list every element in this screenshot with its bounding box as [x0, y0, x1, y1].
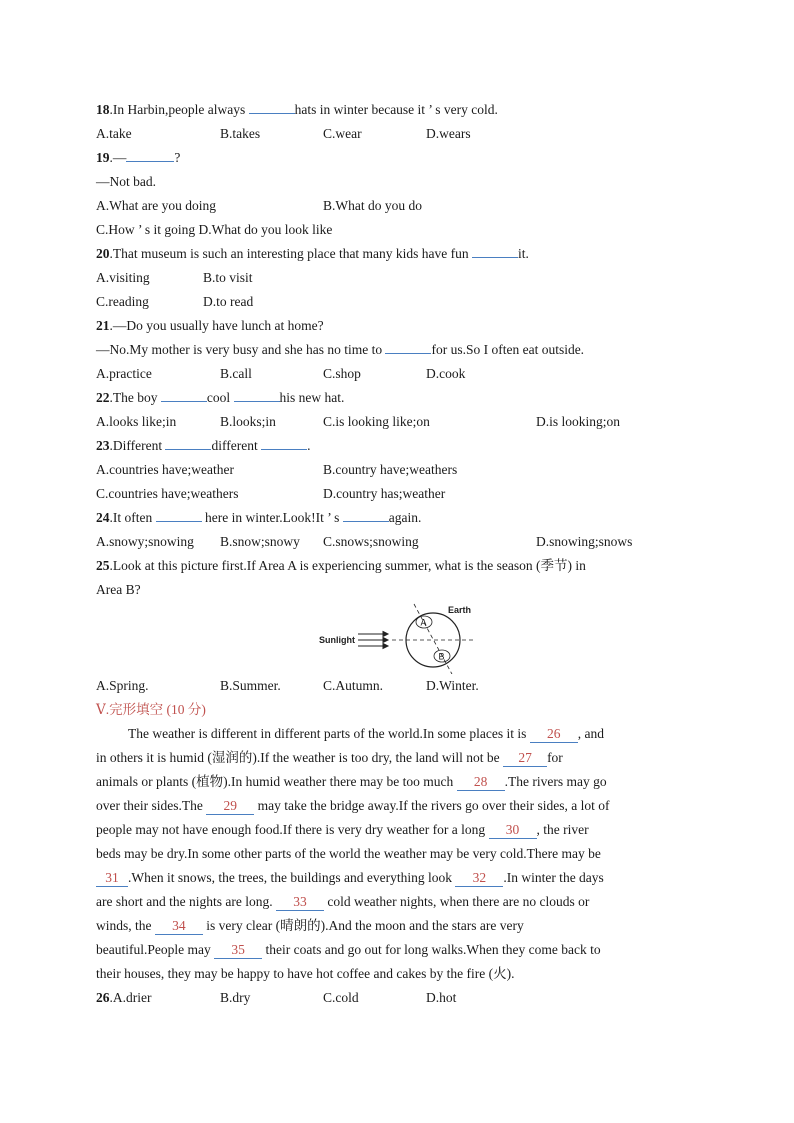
option-d[interactable]: D.to read: [203, 294, 254, 309]
passage-text: for: [547, 750, 563, 765]
option-a[interactable]: A.countries have;weather: [96, 462, 234, 477]
options-19-cd[interactable]: C.How ’ s it going D.What do you look like: [96, 222, 333, 237]
question-stem: cool: [206, 390, 234, 405]
question-stem: .—: [109, 150, 127, 165]
option-d[interactable]: D.snowing;snows: [536, 534, 633, 549]
cloze-blank-34[interactable]: 34: [155, 918, 203, 935]
cloze-blank-28[interactable]: 28: [457, 774, 505, 791]
option-c[interactable]: C.shop: [323, 366, 361, 381]
passage-text: .The rivers may go: [504, 774, 607, 789]
option-d[interactable]: D.country has;weather: [323, 486, 446, 501]
passage-text: people may not have enough food.If there is very dry weather for a long: [96, 822, 489, 837]
passage-text: , the river: [536, 822, 589, 837]
option-c[interactable]: C.Autumn.: [323, 678, 384, 693]
options-22: [96, 410, 696, 434]
question-number: 22: [96, 390, 110, 405]
passage-text: may take the bridge away.If the rivers go over their sides, a lot of: [254, 798, 610, 813]
option-c[interactable]: C.countries have;weathers: [96, 486, 239, 501]
question-stem: ?: [174, 150, 181, 165]
option-b[interactable]: B.takes: [220, 126, 261, 141]
option-c[interactable]: C.reading: [96, 294, 149, 309]
passage-text: are short and the nights are long.: [96, 894, 276, 909]
question-stem: his new hat.: [279, 390, 345, 405]
option-d[interactable]: D.Winter.: [426, 678, 479, 693]
cloze-blank-30[interactable]: 30: [489, 822, 537, 839]
option-b[interactable]: B.What do you do: [323, 198, 422, 213]
options-23-ab: [96, 458, 696, 482]
question-number: 19: [96, 150, 110, 165]
option-a[interactable]: A.take: [96, 126, 132, 141]
option-c[interactable]: C.wear: [323, 126, 362, 141]
option-a[interactable]: A.Spring.: [96, 678, 149, 693]
cloze-blank-32[interactable]: 32: [455, 870, 503, 887]
option-a[interactable]: A.practice: [96, 366, 152, 381]
answer-blank[interactable]: [234, 387, 280, 402]
passage-line: [96, 818, 696, 842]
cloze-blank-26[interactable]: 26: [530, 726, 578, 743]
question-stem: .It often: [109, 510, 156, 525]
answer-blank[interactable]: [385, 339, 431, 354]
cloze-blank-29[interactable]: 29: [206, 798, 254, 815]
exam-page: [96, 98, 696, 1010]
passage-text: , and: [577, 726, 605, 741]
passage-line: [96, 746, 696, 770]
question-stem: .The boy: [109, 390, 161, 405]
question-24: [96, 506, 696, 530]
question-number: 25: [96, 558, 110, 573]
option-b[interactable]: B.dry: [220, 990, 251, 1005]
cloze-blank-31[interactable]: 31: [96, 870, 128, 887]
passage-text: cold weather nights, when there are no clouds or: [323, 894, 590, 909]
option-d[interactable]: D.wears: [426, 126, 471, 141]
passage-line: [96, 722, 696, 746]
question-number: 24: [96, 510, 110, 525]
passage-text: The weather is different in different parts of the world.In some places it is: [128, 726, 530, 741]
answer-blank[interactable]: [261, 435, 307, 450]
passage-text: .When it snows, the trees, the buildings and everything look: [128, 870, 456, 885]
question-stem: again.: [388, 510, 422, 525]
option-c[interactable]: C.snows;snowing: [323, 534, 419, 549]
passage-text: in others it is humid (湿润的).If the weather is too dry, the land will not be: [96, 750, 504, 765]
sunlight-arrows: [358, 632, 388, 649]
question-stem: here in winter.Look!It ’ s: [201, 510, 343, 525]
option-b[interactable]: B.looks;in: [220, 414, 276, 429]
area-b-label: B: [438, 651, 445, 662]
option-b[interactable]: B.to visit: [203, 270, 253, 285]
earth-sunlight-diagram: [96, 602, 696, 674]
option-b[interactable]: B.country have;weathers: [323, 462, 458, 477]
passage-line: beds may be dry.In some other parts of the world the weather may be very cold.There may be: [96, 846, 601, 861]
sunlight-label: Sunlight: [319, 635, 355, 645]
answer-blank[interactable]: [161, 387, 207, 402]
answer-blank[interactable]: [126, 147, 174, 162]
options-20-cd: [96, 290, 696, 314]
question-stem: .Different: [109, 438, 166, 453]
option-d[interactable]: D.cook: [426, 366, 466, 381]
section-title: Ⅴ.完形填空 (10 分): [96, 702, 206, 717]
question-22: [96, 386, 696, 410]
question-number: 20: [96, 246, 110, 261]
options-18: [96, 122, 696, 146]
passage-line: [96, 938, 696, 962]
option-b[interactable]: B.Summer.: [220, 678, 281, 693]
question-23: [96, 434, 696, 458]
cloze-blank-33[interactable]: 33: [276, 894, 324, 911]
question-stem: .That museum is such an interesting place that many kids have fun: [109, 246, 473, 261]
answer-blank[interactable]: [472, 243, 518, 258]
option-a[interactable]: A.visiting: [96, 270, 150, 285]
question-number: 23: [96, 438, 110, 453]
option-c[interactable]: C.is looking like;on: [323, 414, 430, 429]
passage-text: their coats and go out for long walks.When they come back to: [262, 942, 601, 957]
answer-blank[interactable]: [165, 435, 211, 450]
options-25: [96, 674, 696, 698]
passage-text: animals or plants (植物).In humid weather there may be too much: [96, 774, 457, 789]
option-a[interactable]: [96, 986, 151, 1010]
options-20-ab: [96, 266, 696, 290]
question-25: [96, 554, 696, 578]
passage-line: [96, 794, 696, 818]
dialogue-reply: [96, 338, 696, 362]
passage-text: is very clear (晴朗的).And the moon and the stars are very: [202, 918, 524, 933]
options-23-cd: [96, 482, 696, 506]
option-b[interactable]: B.call: [220, 366, 252, 381]
area-a-label: A: [420, 617, 427, 628]
question-stem: .—Do you usually have lunch at home?: [109, 318, 324, 333]
question-stem: .Look at this picture first.If Area A is experiencing summer, what is the season (季节) in: [109, 558, 586, 573]
option-d[interactable]: D.hot: [426, 990, 457, 1005]
question-18: [96, 98, 696, 122]
option-c[interactable]: C.cold: [323, 990, 359, 1005]
answer-blank[interactable]: [249, 99, 295, 114]
option-b[interactable]: B.snow;snowy: [220, 534, 300, 549]
answer-blank[interactable]: [156, 507, 202, 522]
question-number: 18: [96, 102, 110, 117]
question-number: 26: [96, 990, 110, 1005]
question-19: [96, 146, 696, 170]
question-stem: .In Harbin,people always: [109, 102, 249, 117]
question-20: [96, 242, 696, 266]
question-stem: different: [211, 438, 262, 453]
question-stem: hats in winter because it ’ s very cold.: [294, 102, 498, 117]
passage-line: [96, 914, 696, 938]
passage-text: over their sides.The: [96, 798, 207, 813]
cloze-blank-35[interactable]: 35: [214, 942, 262, 959]
earth-label: Earth: [448, 605, 472, 615]
reply-text: —No.My mother is very busy and she has no time to: [96, 342, 386, 357]
options-24: [96, 530, 696, 554]
option-a[interactable]: A.What are you doing: [96, 198, 216, 213]
question-stem: it.: [518, 246, 529, 261]
option-a-label: .A.drier: [109, 990, 152, 1005]
passage-line: [96, 770, 696, 794]
question-number: 21: [96, 318, 110, 333]
passage-text: beautiful.People may: [96, 942, 215, 957]
dialogue-reply: —Not bad.: [96, 174, 156, 189]
cloze-blank-27[interactable]: 27: [503, 750, 547, 767]
diagram-svg: [96, 602, 696, 674]
options-19: [96, 194, 696, 218]
question-stem-continued: Area B?: [96, 582, 141, 597]
answer-blank[interactable]: [343, 507, 389, 522]
passage-text: .In winter the days: [503, 870, 604, 885]
option-a[interactable]: A.looks like;in: [96, 414, 177, 429]
option-a[interactable]: A.snowy;snowing: [96, 534, 194, 549]
options-21: [96, 362, 696, 386]
passage-line: [96, 890, 696, 914]
passage-line: their houses, they may be happy to have hot coffee and cakes by the fire (火).: [96, 966, 515, 981]
question-stem: .: [307, 438, 311, 453]
passage-text: winds, the: [96, 918, 155, 933]
option-d[interactable]: D.is looking;on: [536, 414, 621, 429]
question-21: [96, 314, 696, 338]
passage-line: [96, 866, 696, 890]
options-26: [96, 986, 696, 1010]
reply-text: for us.So I often eat outside.: [431, 342, 585, 357]
